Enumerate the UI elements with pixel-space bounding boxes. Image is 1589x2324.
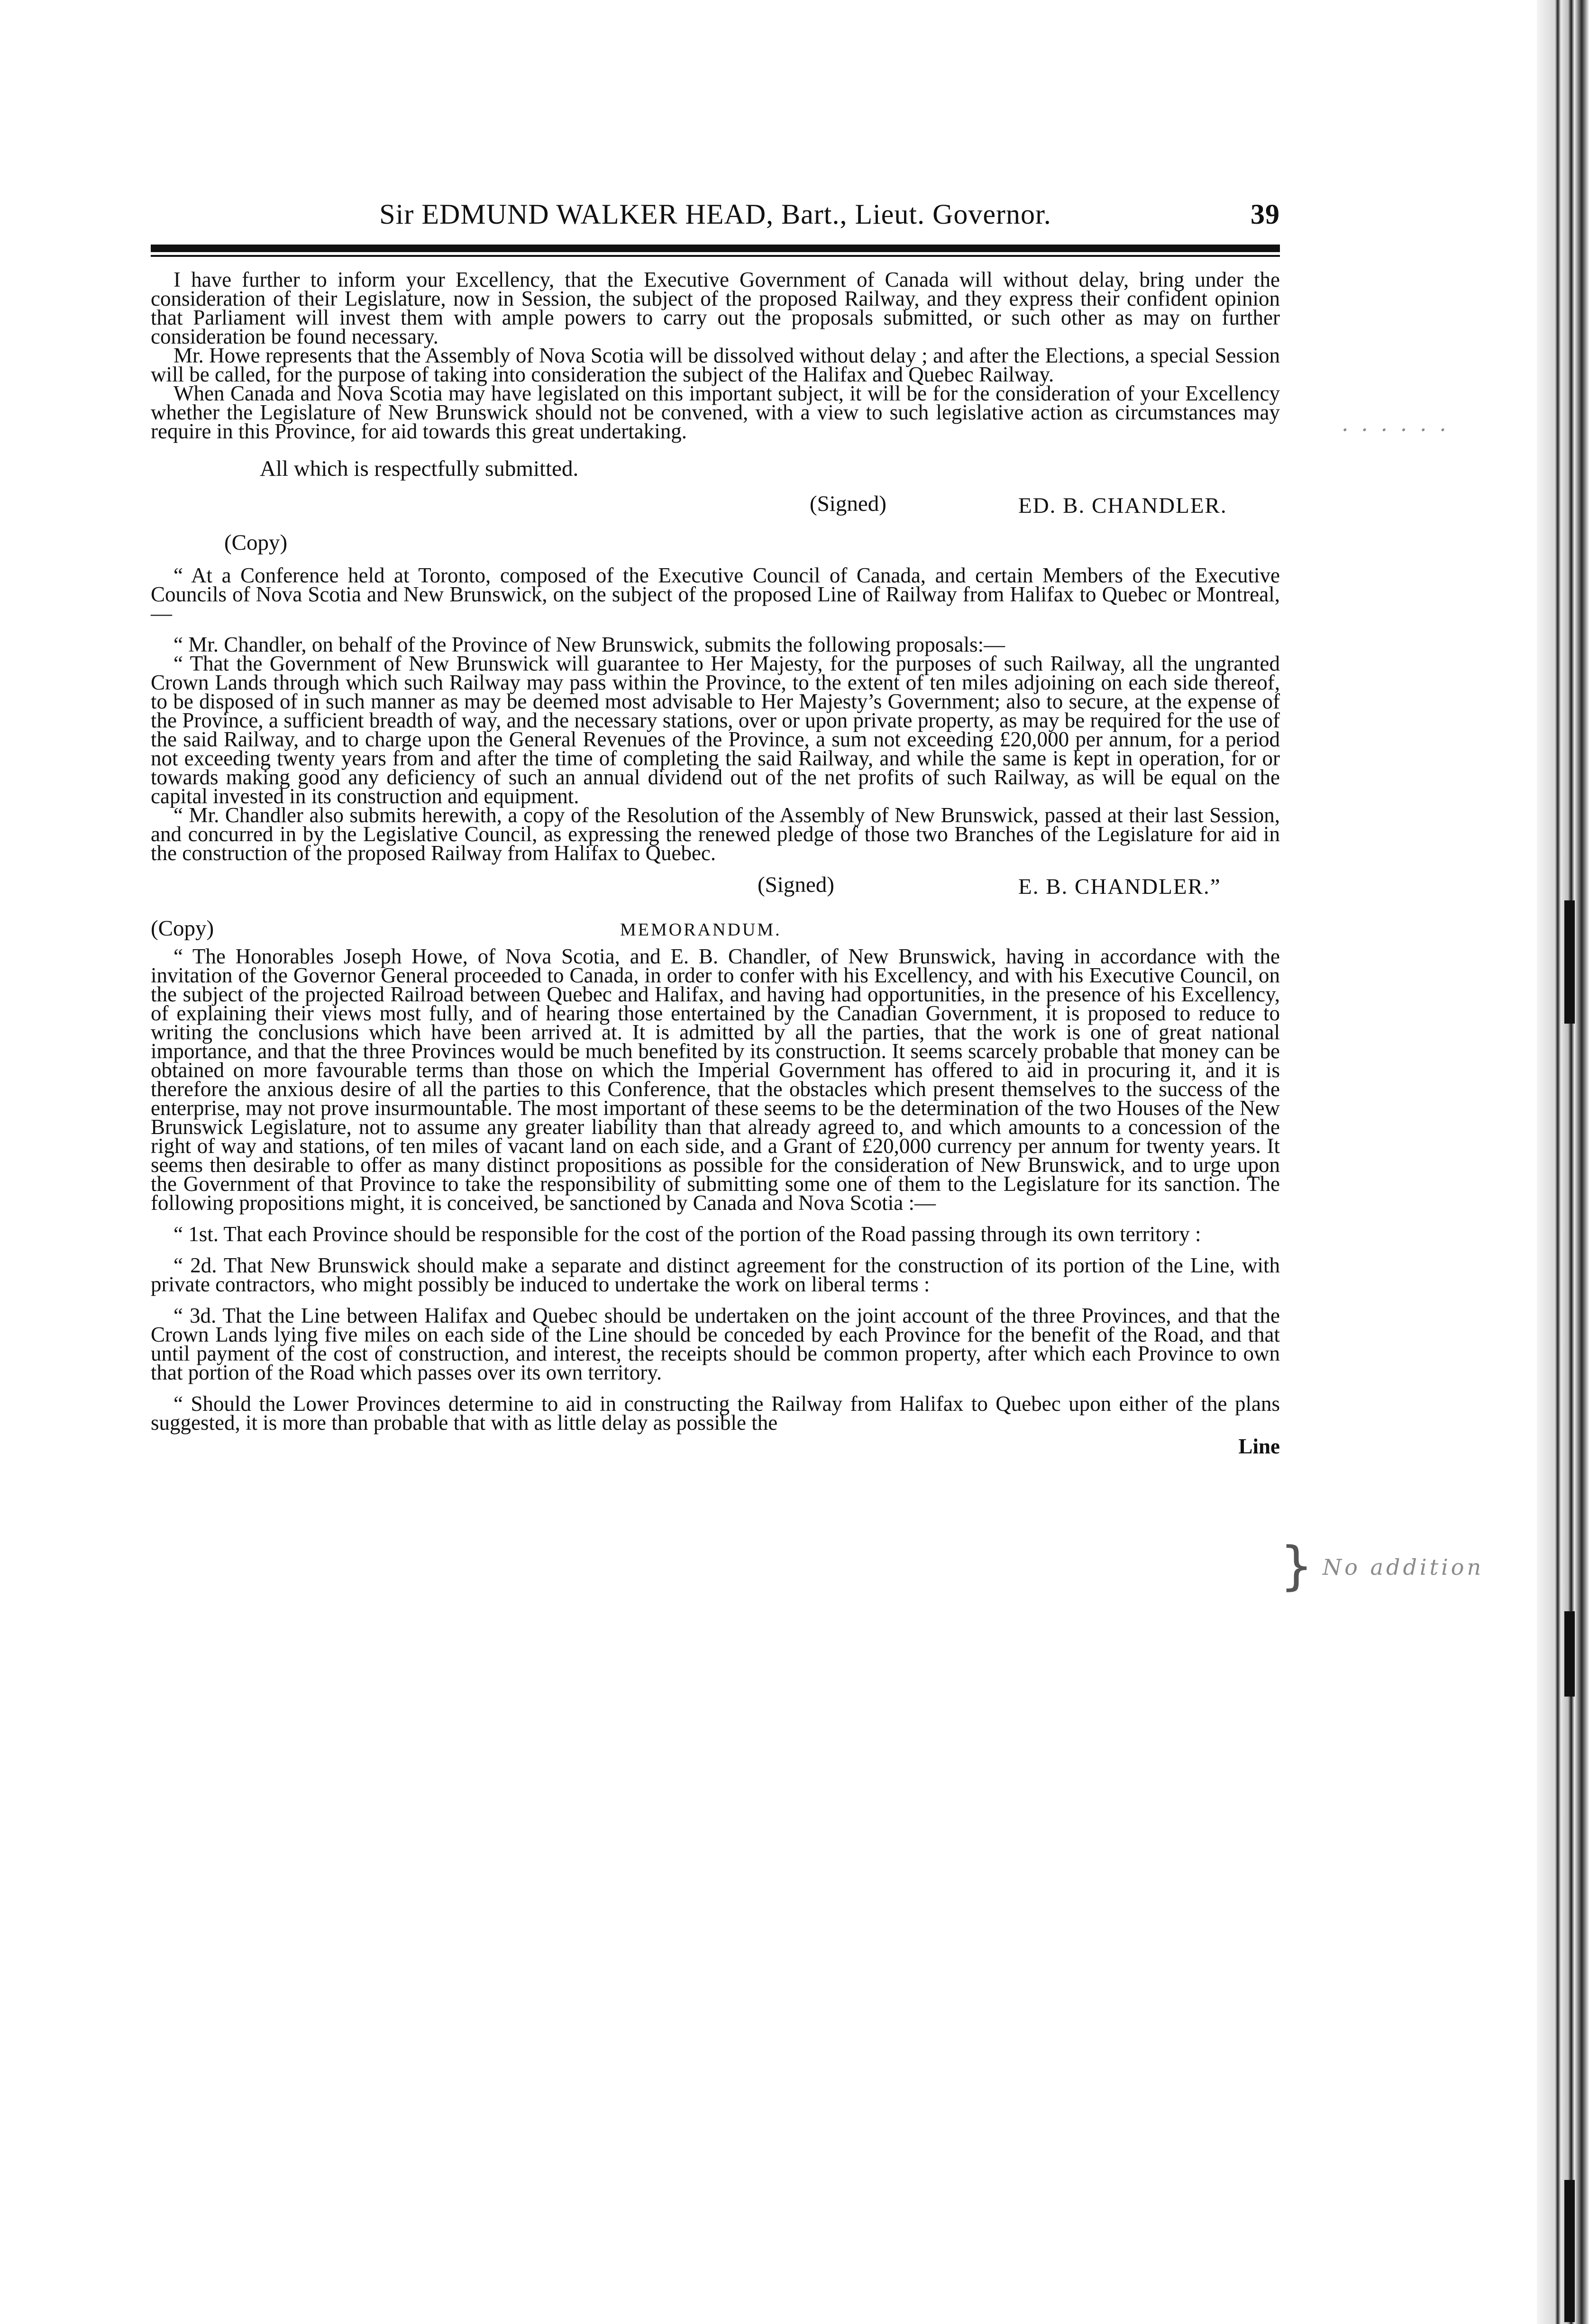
edge-mark xyxy=(1564,900,1575,1024)
report-paragraph: I have further to inform your Excellency, that the Executive Government of Canada will without delay, bring under the consideration of their Legislature, now in Session, the subject of the proposed Railway, and they express their confident opinion that Parliament will invest them with ample powers to carry out the proposals submitted, or such other as may on further consideration be found necessary. xyxy=(151,268,1280,348)
header-title: Sir EDMUND WALKER HEAD, Bart., Lieut. Governor. xyxy=(379,199,1051,230)
running-header xyxy=(151,190,1280,242)
memorandum-section xyxy=(151,944,1280,1434)
signature-line xyxy=(151,491,1280,524)
page-edge-shadow xyxy=(1537,0,1589,2324)
report-section xyxy=(151,270,1280,441)
signer-name: ED. B. CHANDLER. xyxy=(1018,493,1227,518)
memorandum-paragraph: “ 2d. That New Brunswick should make a separate and distinct agreement for the construction of its portion of the Line, with private contractors, who might possibly be induced to undertake the work on liberal terms : xyxy=(151,1253,1280,1296)
header-rule-thin xyxy=(151,255,1280,257)
memorandum-paragraph: “ The Honorables Joseph Howe, of Nova Scotia, and E. B. Chandler, of New Brunswick, having in accordance with the invitation of the Governor General proceeded to Canada, in order to confer with his Excellency, and with his Executive Council, on the subject of the projected Railroad between Quebec and Halifax, and having had opportunities, in the presence of his Excellency, of explaining their views most fully, and of hearing those entertained by the Canadian Government, it is proposed to reduce to writing the conclusions which have been arrived at. It is admitted by all the parties, that the work is one of great national importance, and that the three Provinces would be much benefited by its construction. It seems scarcely probable that money can be obtained on more favourable terms than those on which the Imperial Government has offered to aid in procuring it, and it is therefore the anxious desire of all the parties to this Conference, that the obstacles which present themselves to the success of the enterprise, may not prove insurmountable. The most important of these seems to be the determination of the two Houses of the New Brunswick Legislature, not to assume any greater liability than that already agreed to, and which amounts to a concession of the right of way and stations, of ten miles of vacant land on each side, and a Grant of £20,000 currency per annum for twenty years. It seems then desirable to offer as many distinct propositions as possible for the consideration of New Brunswick, and to urge upon the Government of that Province to take the responsibility of submitting some one of them to the Legislature for its sanction. The following propositions might, it is conceived, be sanctioned by Canada and Nova Scotia :— xyxy=(151,944,1280,1215)
report-paragraph: Mr. Howe represents that the Assembly of Nova Scotia will be dissolved without delay ; and after the Elections, a special Session will be called, for the purpose of taking into consideration the subject of the Halifax and Quebec Railway. xyxy=(151,344,1280,386)
memorandum-paragraph: “ 1st. That each Province should be responsible for the cost of the portion of the Road passing through its own territory : xyxy=(174,1222,1201,1246)
conference-paragraph: “ That the Government of New Brunswick will guarantee to Her Majesty, for the purposes of such Railway, all the ungranted Crown Lands through which such Railway may pass within the Province, to the extent of ten miles adjoining on each side thereof, to be disposed of in such manner as may be deemed most advisable to Her Majesty’s Government; also to secure, at the expense of the Province, a sufficient breadth of way, and the necessary stations, over or upon private property, as may be required for the use of the said Railway, and to charge upon the General Revenues of the Province, a sum not exceeding £20,000 per annum, for a period not exceeding twenty years from and after the time of completing the said Railway, and while the same is kept in operation, for or towards making good any deficiency of such an annual dividend out of the net profits of such Railway, as will be equal on the capital invested in its construction and equipment. xyxy=(151,652,1280,808)
memorandum-paragraph: “ 3d. That the Line between Halifax and Quebec should be undertaken on the joint account of the three Provinces, and that the Crown Lands lying five miles on each side of the Line should be conceded by each Province for the benefit of the Road, and that until payment of the cost of construction, and interest, the receipts should be common property, after which each Province to own that portion of the Road which passes over its own territory. xyxy=(151,1304,1280,1384)
memorandum-heading-row xyxy=(151,916,1280,947)
signer-name: E. B. CHANDLER.” xyxy=(1018,874,1221,899)
closing-line: All which is respectfully submitted. xyxy=(260,456,579,481)
memorandum-paragraph: “ Should the Lower Provinces determine to aid in constructing the Railway from Halifax to Quebec upon either of the plans suggested, it is more than probable that with as little delay as possible the xyxy=(151,1392,1280,1434)
copy-label: (Copy) xyxy=(151,916,214,941)
page-number: 39 xyxy=(1251,199,1280,230)
report-paragraph: When Canada and Nova Scotia may have legislated on this important subject, it will be for the consideration of your Excellency whether the Legislature of New Brunswick should not be convened, with a view to such legislative action as circumstances may require in this Province, for aid towards this great undertaking. xyxy=(151,381,1280,443)
signed-label: (Signed) xyxy=(758,872,834,897)
catchword: Line xyxy=(1238,1434,1280,1458)
document-page xyxy=(151,190,1280,1459)
conference-paragraph: “ At a Conference held at Toronto, composed of the Executive Council of Canada, and certain Members of the Executive Councils of Nova Scotia and New Brunswick, on the subject of the proposed Line of Railway from Halifax to Quebec or Montreal,— xyxy=(151,563,1280,625)
margin-note-upper: · · · · · · xyxy=(1342,417,1449,443)
margin-bracket: } xyxy=(1280,1535,1313,1596)
conference-paragraph: “ Mr. Chandler, on behalf of the Province of New Brunswick, submits the following proposals:— xyxy=(174,633,1005,656)
signature-line xyxy=(151,872,1280,905)
copy-label: (Copy) xyxy=(224,530,288,555)
margin-note-lower: No addition xyxy=(1323,1554,1484,1580)
signed-label: (Signed) xyxy=(810,491,886,516)
conference-section xyxy=(151,563,1280,865)
edge-mark xyxy=(1564,2180,1575,2322)
edge-mark xyxy=(1564,1611,1575,1697)
header-rule-thick xyxy=(151,245,1280,252)
memorandum-heading: MEMORANDUM. xyxy=(620,920,782,940)
conference-paragraph: “ Mr. Chandler also submits herewith, a copy of the Resolution of the Assembly of New Brunswick, passed at their last Session, and concurred in by the Legislative Council, as expressing the renewed pledge of those two Branches of the Legislature for aid in the construction of the proposed Railway from Halifax to Quebec. xyxy=(151,803,1280,865)
